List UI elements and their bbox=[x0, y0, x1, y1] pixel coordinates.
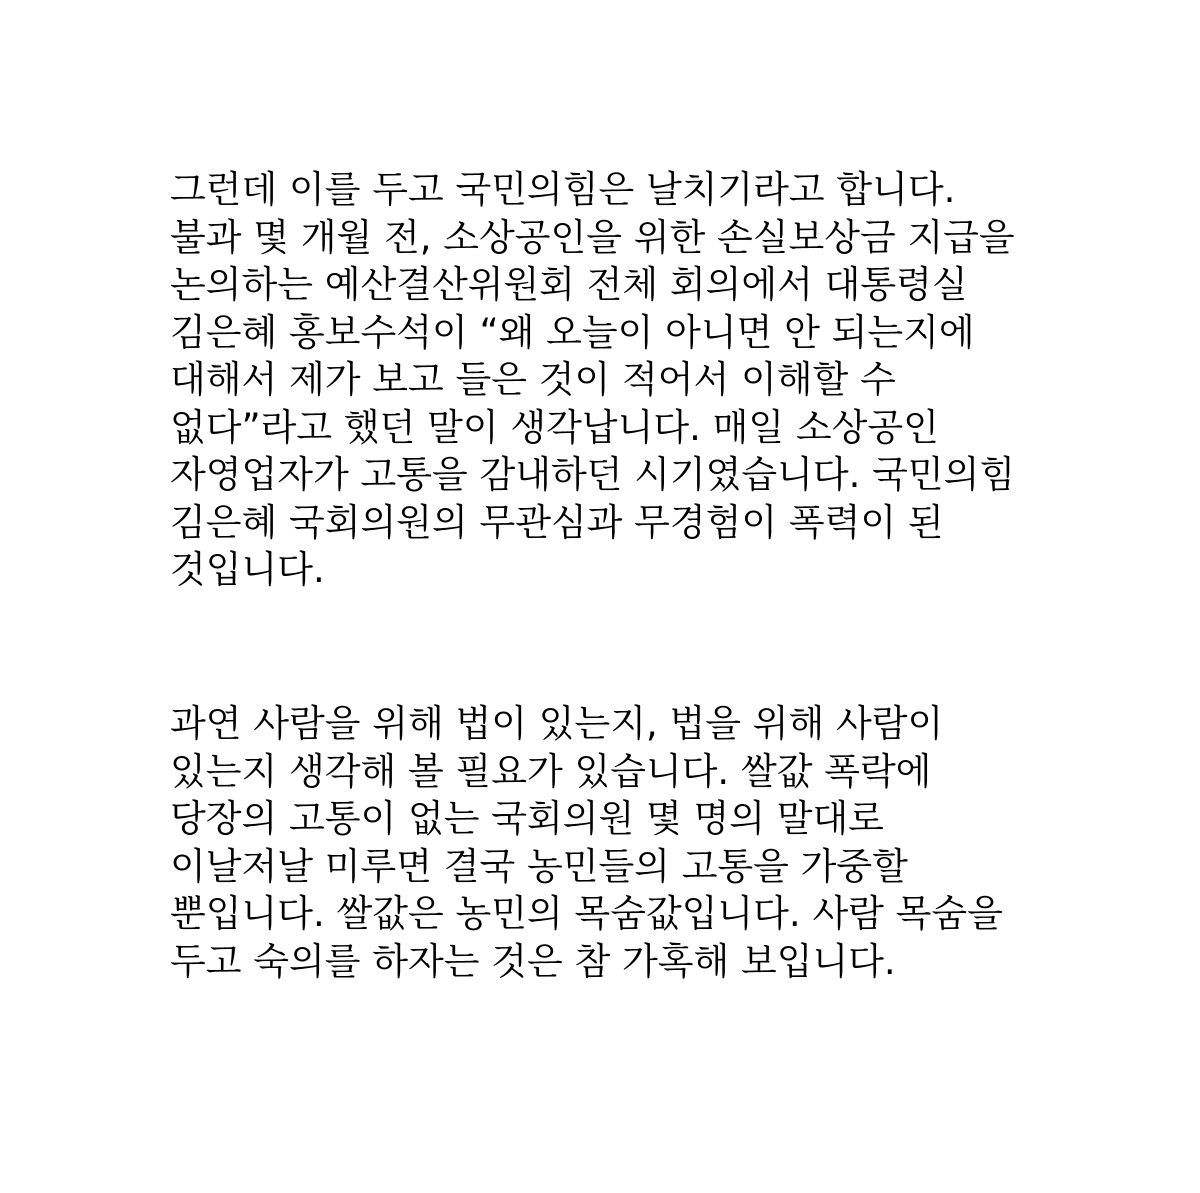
paragraph-line: 것입니다. bbox=[170, 548, 325, 591]
paragraph-line: 뿐입니다. 쌀값은 농민의 목숨값입니다. 사람 목숨을 bbox=[170, 892, 1003, 935]
paragraph-line: 과연 사람을 위해 법이 있는지, 법을 위해 사람이 bbox=[170, 702, 944, 745]
paragraph-line: 김은혜 홍보수석이 “왜 오늘이 아니면 안 되는지에 bbox=[170, 310, 975, 354]
paragraph-line: 논의하는 예산결산위원회 전체 회의에서 대통령실 bbox=[170, 263, 968, 306]
paragraph-line: 이날저날 미루면 결국 농민들의 고통을 가중할 bbox=[170, 844, 908, 888]
paragraph-line: 그런데 이를 두고 국민의힘은 날치기라고 합니다. bbox=[170, 168, 956, 211]
paragraph-2 bbox=[170, 700, 1070, 985]
paragraph-line: 자영업자가 고통을 감내하던 시기였습니다. 국민의힘 bbox=[170, 453, 1016, 496]
paragraph-line: 대해서 제가 보고 들은 것이 적어서 이해할 수 bbox=[170, 358, 896, 401]
paragraph-line: 있는지 생각해 볼 필요가 있습니다. 쌀값 폭락에 bbox=[170, 749, 932, 793]
paragraph-line: 없다”라고 했던 말이 생각납니다. 매일 소상공인 bbox=[170, 405, 939, 449]
paragraph-1 bbox=[170, 166, 1070, 594]
paragraph-line: 김은혜 국회의원의 무관심과 무경험이 폭력이 된 bbox=[170, 500, 944, 544]
paragraph-line: 불과 몇 개월 전, 소상공인을 위한 손실보상금 지급을 bbox=[170, 215, 1015, 259]
paragraph-line: 두고 숙의를 하자는 것은 참 가혹해 보입니다. bbox=[170, 939, 896, 983]
paragraph-line: 당장의 고통이 없는 국회의원 몇 명의 말대로 bbox=[170, 797, 884, 840]
